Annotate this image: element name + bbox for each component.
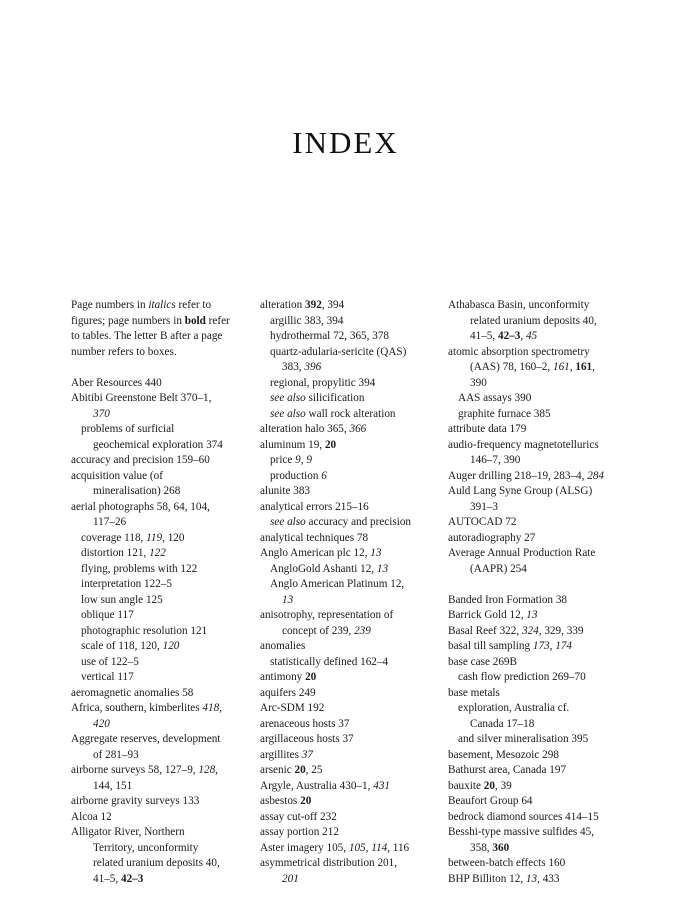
entry-text: interpretation 122–5 bbox=[81, 578, 173, 590]
entry-text: exploration, Australia cf. bbox=[458, 702, 570, 714]
entry-text: price bbox=[270, 454, 296, 466]
index-entry bbox=[71, 345, 251, 361]
entry-text: argillaceous hosts 37 bbox=[260, 733, 354, 745]
entry-text: Alligator River, Northern bbox=[71, 826, 185, 838]
index-entry bbox=[260, 531, 440, 547]
entry-text: Aster imagery 105, bbox=[260, 841, 349, 854]
index-entry bbox=[260, 856, 440, 872]
entry-text: oblique 117 bbox=[81, 609, 134, 621]
index-subentry bbox=[260, 515, 440, 531]
index-entry bbox=[448, 546, 633, 562]
index-subentry bbox=[260, 345, 440, 361]
bold-page-ref: 20 bbox=[324, 438, 337, 451]
entry-text: scale of 118, 120, bbox=[81, 640, 163, 652]
entry-text: Athabasca Basin, unconformity bbox=[448, 299, 590, 311]
entry-text: , bbox=[300, 454, 307, 466]
index-subentry bbox=[260, 562, 440, 578]
entry-text: alunite 383 bbox=[260, 485, 311, 497]
bold-page-ref: 42–3 bbox=[120, 872, 144, 885]
index-subentry bbox=[260, 360, 440, 376]
italic-page-ref: 9 bbox=[295, 454, 301, 466]
italic-page-ref: see also bbox=[270, 407, 306, 420]
index-column-3 bbox=[448, 298, 633, 887]
index-subentry bbox=[260, 453, 440, 469]
italic-page-ref: 13 bbox=[376, 562, 389, 575]
entry-text: regional, propylitic 394 bbox=[270, 376, 376, 389]
index-subentry bbox=[260, 624, 440, 640]
entry-text: asbestos bbox=[260, 795, 301, 807]
italic-page-ref: 114 bbox=[371, 841, 388, 854]
entry-text: Abitibi Greenstone Belt 370–1, bbox=[71, 392, 212, 404]
entry-text: refer bbox=[205, 314, 230, 327]
entry-text: silicification bbox=[305, 392, 365, 404]
bold-page-ref: 20 bbox=[300, 795, 312, 807]
italic-page-ref: 120 bbox=[162, 640, 180, 652]
index-entry bbox=[260, 686, 440, 702]
entry-text: Banded Iron Formation 38 bbox=[448, 593, 568, 606]
entry-text: photographic resolution 121 bbox=[81, 624, 208, 637]
entry-text: related uranium deposits 40, bbox=[470, 314, 597, 327]
entry-text: aerial photographs 58, 64, 104, bbox=[71, 500, 210, 513]
entry-text: Beaufort Group 64 bbox=[448, 795, 533, 807]
entry-text: , bbox=[365, 841, 372, 854]
entry-text: 41–5, bbox=[470, 330, 498, 342]
italic-page-ref: 201 bbox=[282, 872, 299, 885]
index-subentry bbox=[260, 329, 440, 345]
index-subentry bbox=[448, 453, 633, 469]
entry-text: flying, problems with 122 bbox=[81, 562, 198, 575]
index-subentry bbox=[71, 670, 251, 686]
index-entry bbox=[71, 794, 251, 810]
index-subentry bbox=[71, 531, 251, 547]
entry-text: and silver mineralisation 395 bbox=[458, 733, 589, 745]
index-column-1 bbox=[71, 298, 251, 887]
index-entry bbox=[71, 825, 251, 841]
entry-text: 391–3 bbox=[470, 500, 498, 513]
index-entry bbox=[71, 810, 251, 826]
entry-text: airborne surveys 58, 127–9, bbox=[71, 764, 199, 776]
entry-text: to tables. The letter B after a page bbox=[71, 330, 223, 342]
index-entry bbox=[260, 841, 440, 857]
entry-text: , 39 bbox=[494, 779, 512, 792]
entry-text: 41–5, bbox=[93, 872, 121, 885]
italic-page-ref: 105 bbox=[348, 841, 366, 854]
index-subentry bbox=[448, 717, 633, 733]
index-subentry bbox=[448, 562, 633, 578]
entry-text: 146–7, 390 bbox=[470, 454, 521, 466]
entry-text: 358, bbox=[470, 841, 493, 854]
italic-page-ref: 6 bbox=[321, 469, 327, 482]
index-subentry bbox=[71, 748, 251, 764]
entry-text: between-batch effects 160 bbox=[448, 857, 566, 869]
entry-text: airborne gravity surveys 133 bbox=[71, 795, 200, 807]
entry-text: related uranium deposits 40, bbox=[93, 857, 220, 869]
italic-page-ref: 324 bbox=[521, 624, 539, 637]
index-subentry bbox=[260, 407, 440, 423]
index-entry bbox=[260, 825, 440, 841]
entry-text: analytical errors 215–16 bbox=[260, 500, 369, 513]
entry-text: audio-frequency magnetotellurics bbox=[448, 438, 599, 451]
bold-page-ref: bold bbox=[184, 314, 206, 327]
index-entry bbox=[448, 469, 633, 485]
italic-page-ref: 418 bbox=[202, 702, 220, 714]
index-subentry bbox=[260, 469, 440, 485]
entry-text: aluminum 19, bbox=[260, 438, 325, 451]
index-subentry bbox=[71, 407, 251, 423]
index-gap bbox=[448, 577, 633, 593]
bold-page-ref: 161 bbox=[575, 361, 593, 373]
entry-text: AngloGold Ashanti 12, bbox=[270, 562, 377, 575]
entry-text: 383, bbox=[282, 361, 305, 373]
entry-text: geochemical exploration 374 bbox=[93, 438, 223, 451]
entry-text: Aber Resources 440 bbox=[71, 376, 162, 389]
entry-text: atomic absorption spectrometry bbox=[448, 345, 590, 358]
index-subentry bbox=[71, 484, 251, 500]
bold-page-ref: 20 bbox=[305, 671, 317, 683]
index-subentry bbox=[448, 701, 633, 717]
index-entry bbox=[260, 546, 440, 562]
entry-text: low sun angle 125 bbox=[81, 593, 163, 606]
entry-text: AUTOCAD 72 bbox=[448, 516, 517, 528]
italic-page-ref: see also bbox=[270, 516, 306, 528]
entry-text: Alcoa 12 bbox=[71, 810, 112, 823]
entry-text: autoradiography 27 bbox=[448, 531, 536, 544]
entry-text: Besshi-type massive sulfides 45, bbox=[448, 826, 595, 838]
index-entry bbox=[260, 717, 440, 733]
index-entry bbox=[260, 422, 440, 438]
entry-text: Average Annual Production Rate bbox=[448, 547, 596, 559]
entry-text: , 394 bbox=[321, 299, 345, 311]
entry-text: AAS assays 390 bbox=[458, 392, 532, 404]
entry-text: 390 bbox=[470, 376, 487, 389]
index-subentry bbox=[71, 779, 251, 795]
entry-text: , bbox=[569, 361, 576, 373]
index-entry bbox=[260, 794, 440, 810]
index-subentry bbox=[71, 841, 251, 857]
entry-text: quartz-adularia-sericite (QAS) bbox=[270, 345, 407, 358]
italic-page-ref: 396 bbox=[304, 361, 322, 373]
index-subentry bbox=[71, 624, 251, 640]
index-subentry bbox=[448, 500, 633, 516]
bold-page-ref: 20 bbox=[294, 764, 306, 776]
index-subentry bbox=[448, 329, 633, 345]
index-entry bbox=[71, 314, 251, 330]
entry-text: bedrock diamond sources 414–15 bbox=[448, 810, 599, 823]
index-entry bbox=[448, 422, 633, 438]
entry-text: argillic 383, 394 bbox=[270, 314, 344, 327]
index-entry bbox=[448, 856, 633, 872]
entry-text: attribute data 179 bbox=[448, 423, 527, 435]
italic-page-ref: 174 bbox=[555, 640, 572, 652]
index-subentry bbox=[260, 655, 440, 671]
index-entry bbox=[448, 515, 633, 531]
index-subentry bbox=[260, 314, 440, 330]
entry-text: argillites bbox=[260, 748, 302, 761]
entry-text: BHP Billiton 12, bbox=[448, 872, 526, 885]
index-entry bbox=[448, 593, 633, 609]
entry-text: production bbox=[270, 469, 322, 482]
page-title: INDEX bbox=[292, 124, 399, 160]
index-subentry bbox=[448, 841, 633, 857]
entry-text: , 116 bbox=[387, 841, 410, 854]
index-subentry bbox=[71, 717, 251, 733]
index-entry bbox=[71, 329, 251, 345]
index-entry bbox=[71, 469, 251, 485]
entry-text: basal till sampling bbox=[448, 640, 533, 652]
index-subentry bbox=[260, 391, 440, 407]
italic-page-ref: 13 bbox=[282, 593, 294, 606]
index-entry bbox=[260, 639, 440, 655]
entry-text: , bbox=[592, 361, 595, 373]
index-entry bbox=[260, 484, 440, 500]
entry-text: concept of 239, bbox=[282, 624, 355, 637]
index-entry bbox=[71, 298, 251, 314]
index-subentry bbox=[260, 376, 440, 392]
index-entry bbox=[260, 298, 440, 314]
index-entry bbox=[260, 763, 440, 779]
entry-text: , 120 bbox=[162, 531, 185, 544]
index-subentry bbox=[260, 577, 440, 593]
index-subentry bbox=[71, 655, 251, 671]
italic-page-ref: 37 bbox=[301, 748, 313, 761]
entry-text: acquisition value (of bbox=[71, 469, 163, 482]
entry-text: number refers to boxes. bbox=[71, 345, 177, 358]
bold-page-ref: 20 bbox=[483, 779, 495, 792]
entry-text: Auger drilling 218–19, 283–4, bbox=[448, 469, 588, 482]
index-entry bbox=[71, 763, 251, 779]
entry-text: coverage 118, bbox=[81, 531, 147, 544]
index-entry bbox=[448, 763, 633, 779]
index-column-2 bbox=[260, 298, 440, 887]
italic-page-ref: 13 bbox=[370, 547, 382, 559]
index-entry bbox=[260, 732, 440, 748]
italic-page-ref: 9 bbox=[306, 454, 312, 466]
index-entry bbox=[448, 531, 633, 547]
index-entry bbox=[448, 872, 633, 888]
italic-page-ref: 173 bbox=[532, 640, 550, 652]
index-entry bbox=[71, 391, 251, 407]
index-entry bbox=[260, 670, 440, 686]
italic-page-ref: 122 bbox=[149, 547, 166, 559]
italic-page-ref: 370 bbox=[93, 407, 110, 420]
index-entry bbox=[71, 701, 251, 717]
index-gap bbox=[71, 360, 251, 376]
index-subentry bbox=[448, 407, 633, 423]
index-subentry bbox=[448, 391, 633, 407]
entry-text: analytical techniques 78 bbox=[260, 531, 369, 544]
entry-text: mineralisation) 268 bbox=[93, 485, 181, 497]
entry-text: use of 122–5 bbox=[81, 655, 139, 668]
entry-text: Africa, southern, kimberlites bbox=[71, 702, 203, 714]
index-entry bbox=[448, 298, 633, 314]
entry-text: , bbox=[219, 702, 222, 714]
index-entry bbox=[448, 794, 633, 810]
italic-page-ref: 366 bbox=[349, 423, 367, 435]
entry-text: Auld Lang Syne Group (ALSG) bbox=[448, 485, 593, 497]
entry-text: base case 269B bbox=[448, 655, 517, 668]
index-entry bbox=[260, 748, 440, 764]
index-entry bbox=[448, 608, 633, 624]
index-entry bbox=[71, 686, 251, 702]
index-entry bbox=[448, 779, 633, 795]
entry-text: (AAS) 78, 160–2, bbox=[470, 361, 553, 373]
italic-page-ref: 119 bbox=[146, 531, 163, 544]
entry-text: Basal Reef 322, bbox=[448, 624, 522, 637]
index-subentry bbox=[71, 422, 251, 438]
index-entry bbox=[71, 376, 251, 392]
entry-text: Argyle, Australia 430–1, bbox=[260, 779, 374, 792]
index-entry bbox=[260, 779, 440, 795]
entry-text: assay cut-off 232 bbox=[260, 810, 337, 823]
entry-text: Arc-SDM 192 bbox=[260, 702, 325, 714]
entry-text: wall rock alteration bbox=[305, 407, 396, 420]
index-entry bbox=[448, 686, 633, 702]
index-entry bbox=[448, 484, 633, 500]
entry-text: aquifers 249 bbox=[260, 686, 316, 699]
italic-page-ref: see also bbox=[270, 392, 306, 404]
entry-text: anisotrophy, representation of bbox=[260, 609, 394, 621]
entry-text: alteration halo 365, bbox=[260, 423, 350, 435]
entry-text: bauxite bbox=[448, 779, 484, 792]
index-subentry bbox=[71, 872, 251, 888]
entry-text: anomalies bbox=[260, 640, 306, 652]
entry-text: problems of surficial bbox=[81, 423, 175, 435]
entry-text: basement, Mesozoic 298 bbox=[448, 748, 559, 761]
index-subentry bbox=[71, 515, 251, 531]
entry-text: assay portion 212 bbox=[260, 826, 339, 838]
index-subentry bbox=[71, 639, 251, 655]
entry-text: , bbox=[520, 330, 526, 342]
entry-text: arsenic bbox=[260, 764, 295, 776]
italic-page-ref: 431 bbox=[373, 779, 390, 792]
index-entry bbox=[448, 639, 633, 655]
index-subentry bbox=[71, 546, 251, 562]
entry-text: asymmetrical distribution 201, bbox=[260, 857, 398, 869]
entry-text: figures; page numbers in bbox=[71, 314, 185, 327]
entry-text: graphite furnace 385 bbox=[458, 407, 551, 420]
index-subentry bbox=[448, 314, 633, 330]
entry-text: Barrick Gold 12, bbox=[448, 609, 527, 621]
entry-text: of 281–93 bbox=[93, 748, 139, 761]
index-entry bbox=[448, 810, 633, 826]
entry-text: Aggregate reserves, development bbox=[71, 733, 221, 745]
entry-text: accuracy and precision 159–60 bbox=[71, 454, 210, 466]
entry-text: hydrothermal 72, 365, 378 bbox=[270, 330, 390, 342]
index-entry bbox=[448, 825, 633, 841]
entry-text: 117–26 bbox=[93, 516, 127, 528]
italic-page-ref: 13 bbox=[526, 609, 538, 621]
index-entry bbox=[71, 732, 251, 748]
italic-page-ref: italics bbox=[148, 299, 176, 311]
entry-text: (AAPR) 254 bbox=[470, 562, 527, 575]
italic-page-ref: 161 bbox=[552, 361, 570, 373]
entry-text: Page numbers in bbox=[71, 299, 149, 311]
index-subentry bbox=[448, 376, 633, 392]
index-entry bbox=[260, 810, 440, 826]
entry-text: vertical 117 bbox=[81, 671, 134, 683]
entry-text: aeromagnetic anomalies 58 bbox=[71, 686, 194, 699]
index-subentry bbox=[260, 593, 440, 609]
entry-text: cash flow prediction 269–70 bbox=[458, 671, 586, 683]
index-subentry bbox=[71, 608, 251, 624]
entry-text: , bbox=[549, 640, 556, 652]
italic-page-ref: 45 bbox=[525, 330, 538, 342]
index-subentry bbox=[448, 360, 633, 376]
index-entry bbox=[448, 345, 633, 361]
entry-text: , 433 bbox=[537, 872, 560, 885]
entry-text: Bathurst area, Canada 197 bbox=[448, 764, 567, 776]
index-entry bbox=[260, 701, 440, 717]
index-subentry bbox=[71, 593, 251, 609]
italic-page-ref: 284 bbox=[587, 469, 604, 482]
entry-text: Canada 17–18 bbox=[470, 717, 535, 730]
bold-page-ref: 392 bbox=[305, 299, 322, 311]
index-entry bbox=[71, 500, 251, 516]
entry-text: Anglo American plc 12, bbox=[260, 547, 371, 559]
entry-text: accuracy and precision bbox=[305, 516, 412, 528]
index-entry bbox=[448, 624, 633, 640]
entry-text: refer to bbox=[175, 299, 212, 311]
index-entry bbox=[260, 500, 440, 516]
entry-text: 144, 151 bbox=[93, 779, 133, 792]
entry-text: Territory, unconformity bbox=[93, 841, 199, 854]
index-subentry bbox=[71, 562, 251, 578]
index-subentry bbox=[71, 577, 251, 593]
italic-page-ref: 239 bbox=[354, 624, 371, 637]
index-subentry bbox=[71, 438, 251, 454]
entry-text: arenaceous hosts 37 bbox=[260, 717, 350, 730]
italic-page-ref: 128 bbox=[198, 764, 216, 776]
index-entry bbox=[260, 608, 440, 624]
index-subentry bbox=[260, 872, 440, 888]
bold-page-ref: 360 bbox=[492, 841, 510, 854]
entry-text: statistically defined 162–4 bbox=[270, 655, 389, 668]
italic-page-ref: 420 bbox=[93, 717, 110, 730]
entry-text: , bbox=[215, 764, 218, 776]
index-subentry bbox=[448, 732, 633, 748]
entry-text: alteration bbox=[260, 299, 306, 311]
index-subentry bbox=[448, 670, 633, 686]
entry-text: antimony bbox=[260, 671, 306, 683]
index-entry bbox=[71, 453, 251, 469]
index-subentry bbox=[71, 856, 251, 872]
index-entry bbox=[260, 438, 440, 454]
index-entry bbox=[448, 748, 633, 764]
entry-text: Anglo American Platinum 12, bbox=[270, 578, 405, 590]
bold-page-ref: 42–3 bbox=[497, 330, 521, 342]
entry-text: distortion 121, bbox=[81, 547, 150, 559]
entry-text: , 25 bbox=[305, 764, 323, 776]
entry-text: base metals bbox=[448, 686, 500, 699]
index-entry bbox=[448, 655, 633, 671]
index-entry bbox=[448, 438, 633, 454]
italic-page-ref: 13 bbox=[525, 872, 538, 885]
entry-text: , 329, 339 bbox=[538, 624, 584, 637]
